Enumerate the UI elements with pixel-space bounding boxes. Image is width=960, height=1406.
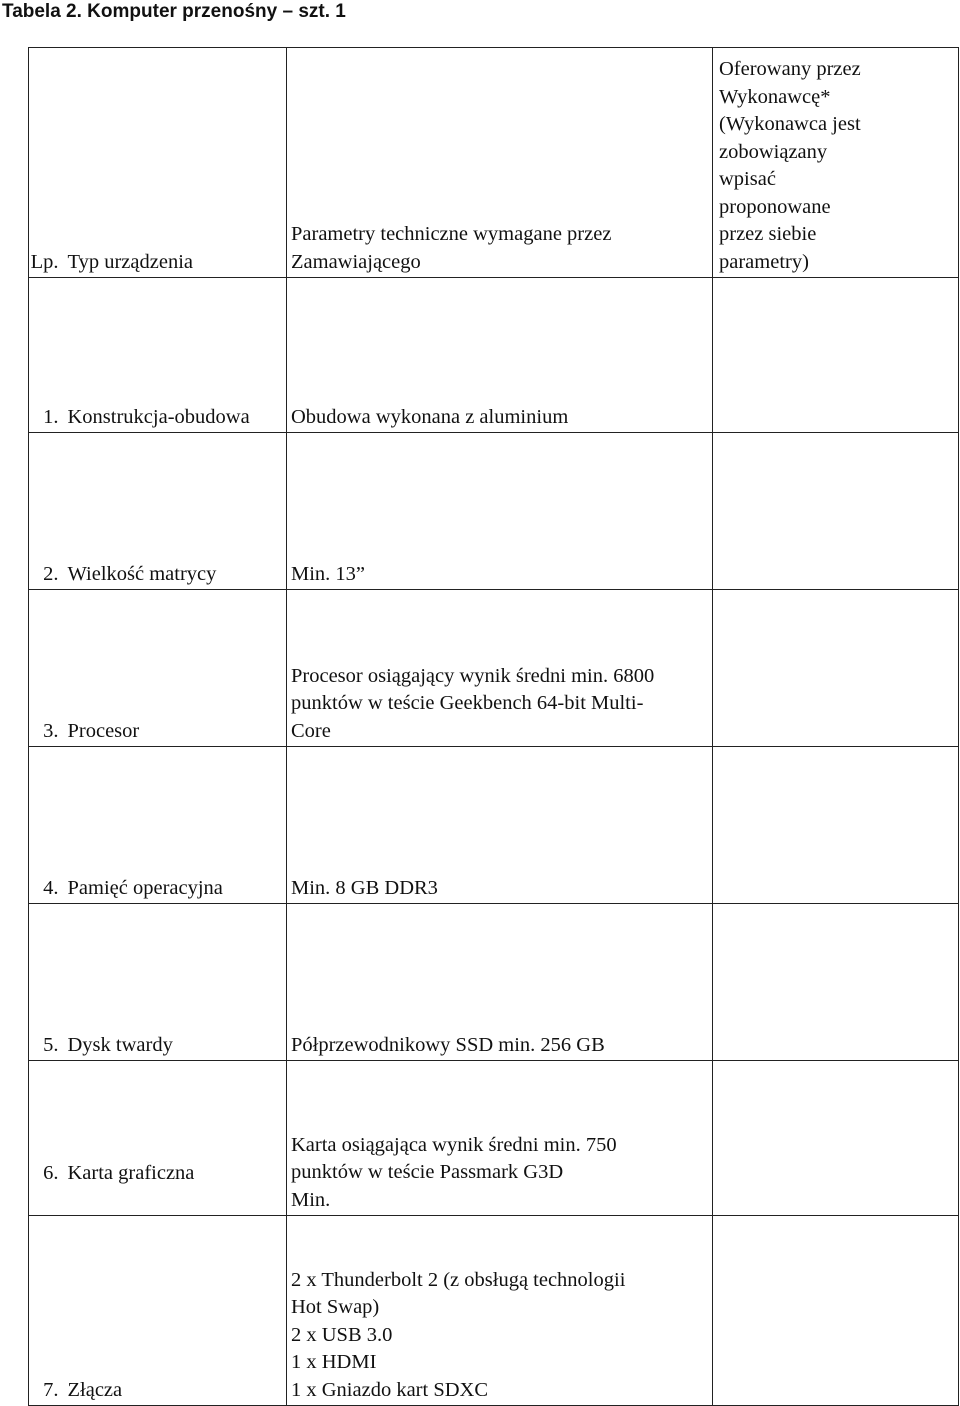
- row-params: [287, 1216, 713, 1406]
- row-offer-cell[interactable]: [713, 1216, 959, 1406]
- table-header-row: [29, 48, 959, 278]
- table-row: [29, 1061, 959, 1216]
- table-row: [29, 433, 959, 590]
- row-params: [287, 433, 713, 590]
- row-params-line: 2 x USB 3.0: [291, 1323, 393, 1346]
- row-number: 5.: [29, 904, 65, 1061]
- row-params-line: Karta osiągająca wynik średni min. 750: [291, 1133, 617, 1156]
- table-row: [29, 278, 959, 433]
- header-lp: Lp.: [29, 48, 65, 278]
- row-number: 4.: [29, 747, 65, 904]
- row-params: [287, 904, 713, 1061]
- row-params-line: 1 x Gniazdo kart SDXC: [291, 1378, 489, 1401]
- row-params-line: punktów w teście Passmark G3D: [291, 1161, 564, 1183]
- row-type: Karta graficzna: [65, 1061, 287, 1216]
- row-offer-cell[interactable]: [713, 747, 959, 904]
- table-row: [29, 590, 959, 747]
- header-offer: [713, 48, 959, 278]
- row-offer-cell[interactable]: [713, 904, 959, 1061]
- header-offer-line: przez siebie: [719, 223, 817, 245]
- table-row: [29, 1216, 959, 1406]
- row-params: [287, 747, 713, 904]
- header-offer-line: Oferowany przez: [719, 58, 861, 80]
- row-params-line: Core: [291, 719, 331, 742]
- row-params-line: Procesor osiągający wynik średni min. 6800: [291, 664, 655, 687]
- header-params-line: Zamawiającego: [291, 250, 421, 273]
- row-type: Pamięć operacyjna: [65, 747, 287, 904]
- row-number: 2.: [29, 433, 65, 590]
- header-params-line: Parametry techniczne wymagane przez: [291, 223, 612, 245]
- row-number: 3.: [29, 590, 65, 747]
- row-number: 6.: [29, 1061, 65, 1216]
- table-row: [29, 904, 959, 1061]
- row-params-line: Półprzewodnikowy SSD min. 256 GB: [291, 1033, 605, 1056]
- row-params-line: Min. 8 GB DDR3: [291, 876, 438, 899]
- row-params-line: Hot Swap): [291, 1296, 380, 1318]
- header-params: [287, 48, 713, 278]
- row-params: [287, 1061, 713, 1216]
- row-params-line: Min.: [291, 1188, 331, 1211]
- row-params-line: 2 x Thunderbolt 2 (z obsługą technologii: [291, 1268, 626, 1291]
- header-offer-line: proponowane: [719, 195, 831, 218]
- header-offer-line: Wykonawcę*: [719, 85, 831, 108]
- row-number: 1.: [29, 278, 65, 433]
- row-offer-cell[interactable]: [713, 433, 959, 590]
- row-offer-cell[interactable]: [713, 1061, 959, 1216]
- table-row: [29, 747, 959, 904]
- row-type: Procesor: [65, 590, 287, 747]
- row-params: [287, 590, 713, 747]
- row-params-line: Obudowa wykonana z aluminium: [291, 405, 569, 428]
- row-type: Złącza: [65, 1216, 287, 1406]
- spec-table: [28, 47, 959, 1406]
- header-type: Typ urządzenia: [65, 48, 287, 278]
- header-offer-line: parametry): [719, 250, 809, 273]
- row-type: Konstrukcja-obudowa: [65, 278, 287, 433]
- header-offer-line: (Wykonawca jest: [719, 113, 861, 135]
- header-offer-line: zobowiązany: [719, 140, 828, 163]
- row-offer-cell[interactable]: [713, 590, 959, 747]
- row-params-line: punktów w teście Geekbench 64-bit Multi-: [291, 692, 644, 714]
- row-type: Dysk twardy: [65, 904, 287, 1061]
- row-offer-cell[interactable]: [713, 278, 959, 433]
- row-params: [287, 278, 713, 433]
- header-offer-line: wpisać: [719, 168, 776, 190]
- row-params-line: Min. 13”: [291, 562, 366, 585]
- row-params-line: 1 x HDMI: [291, 1351, 377, 1373]
- row-type: Wielkość matrycy: [65, 433, 287, 590]
- row-number: 7.: [29, 1216, 65, 1406]
- table-caption: Tabela 2. Komputer przenośny – szt. 1: [2, 1, 346, 22]
